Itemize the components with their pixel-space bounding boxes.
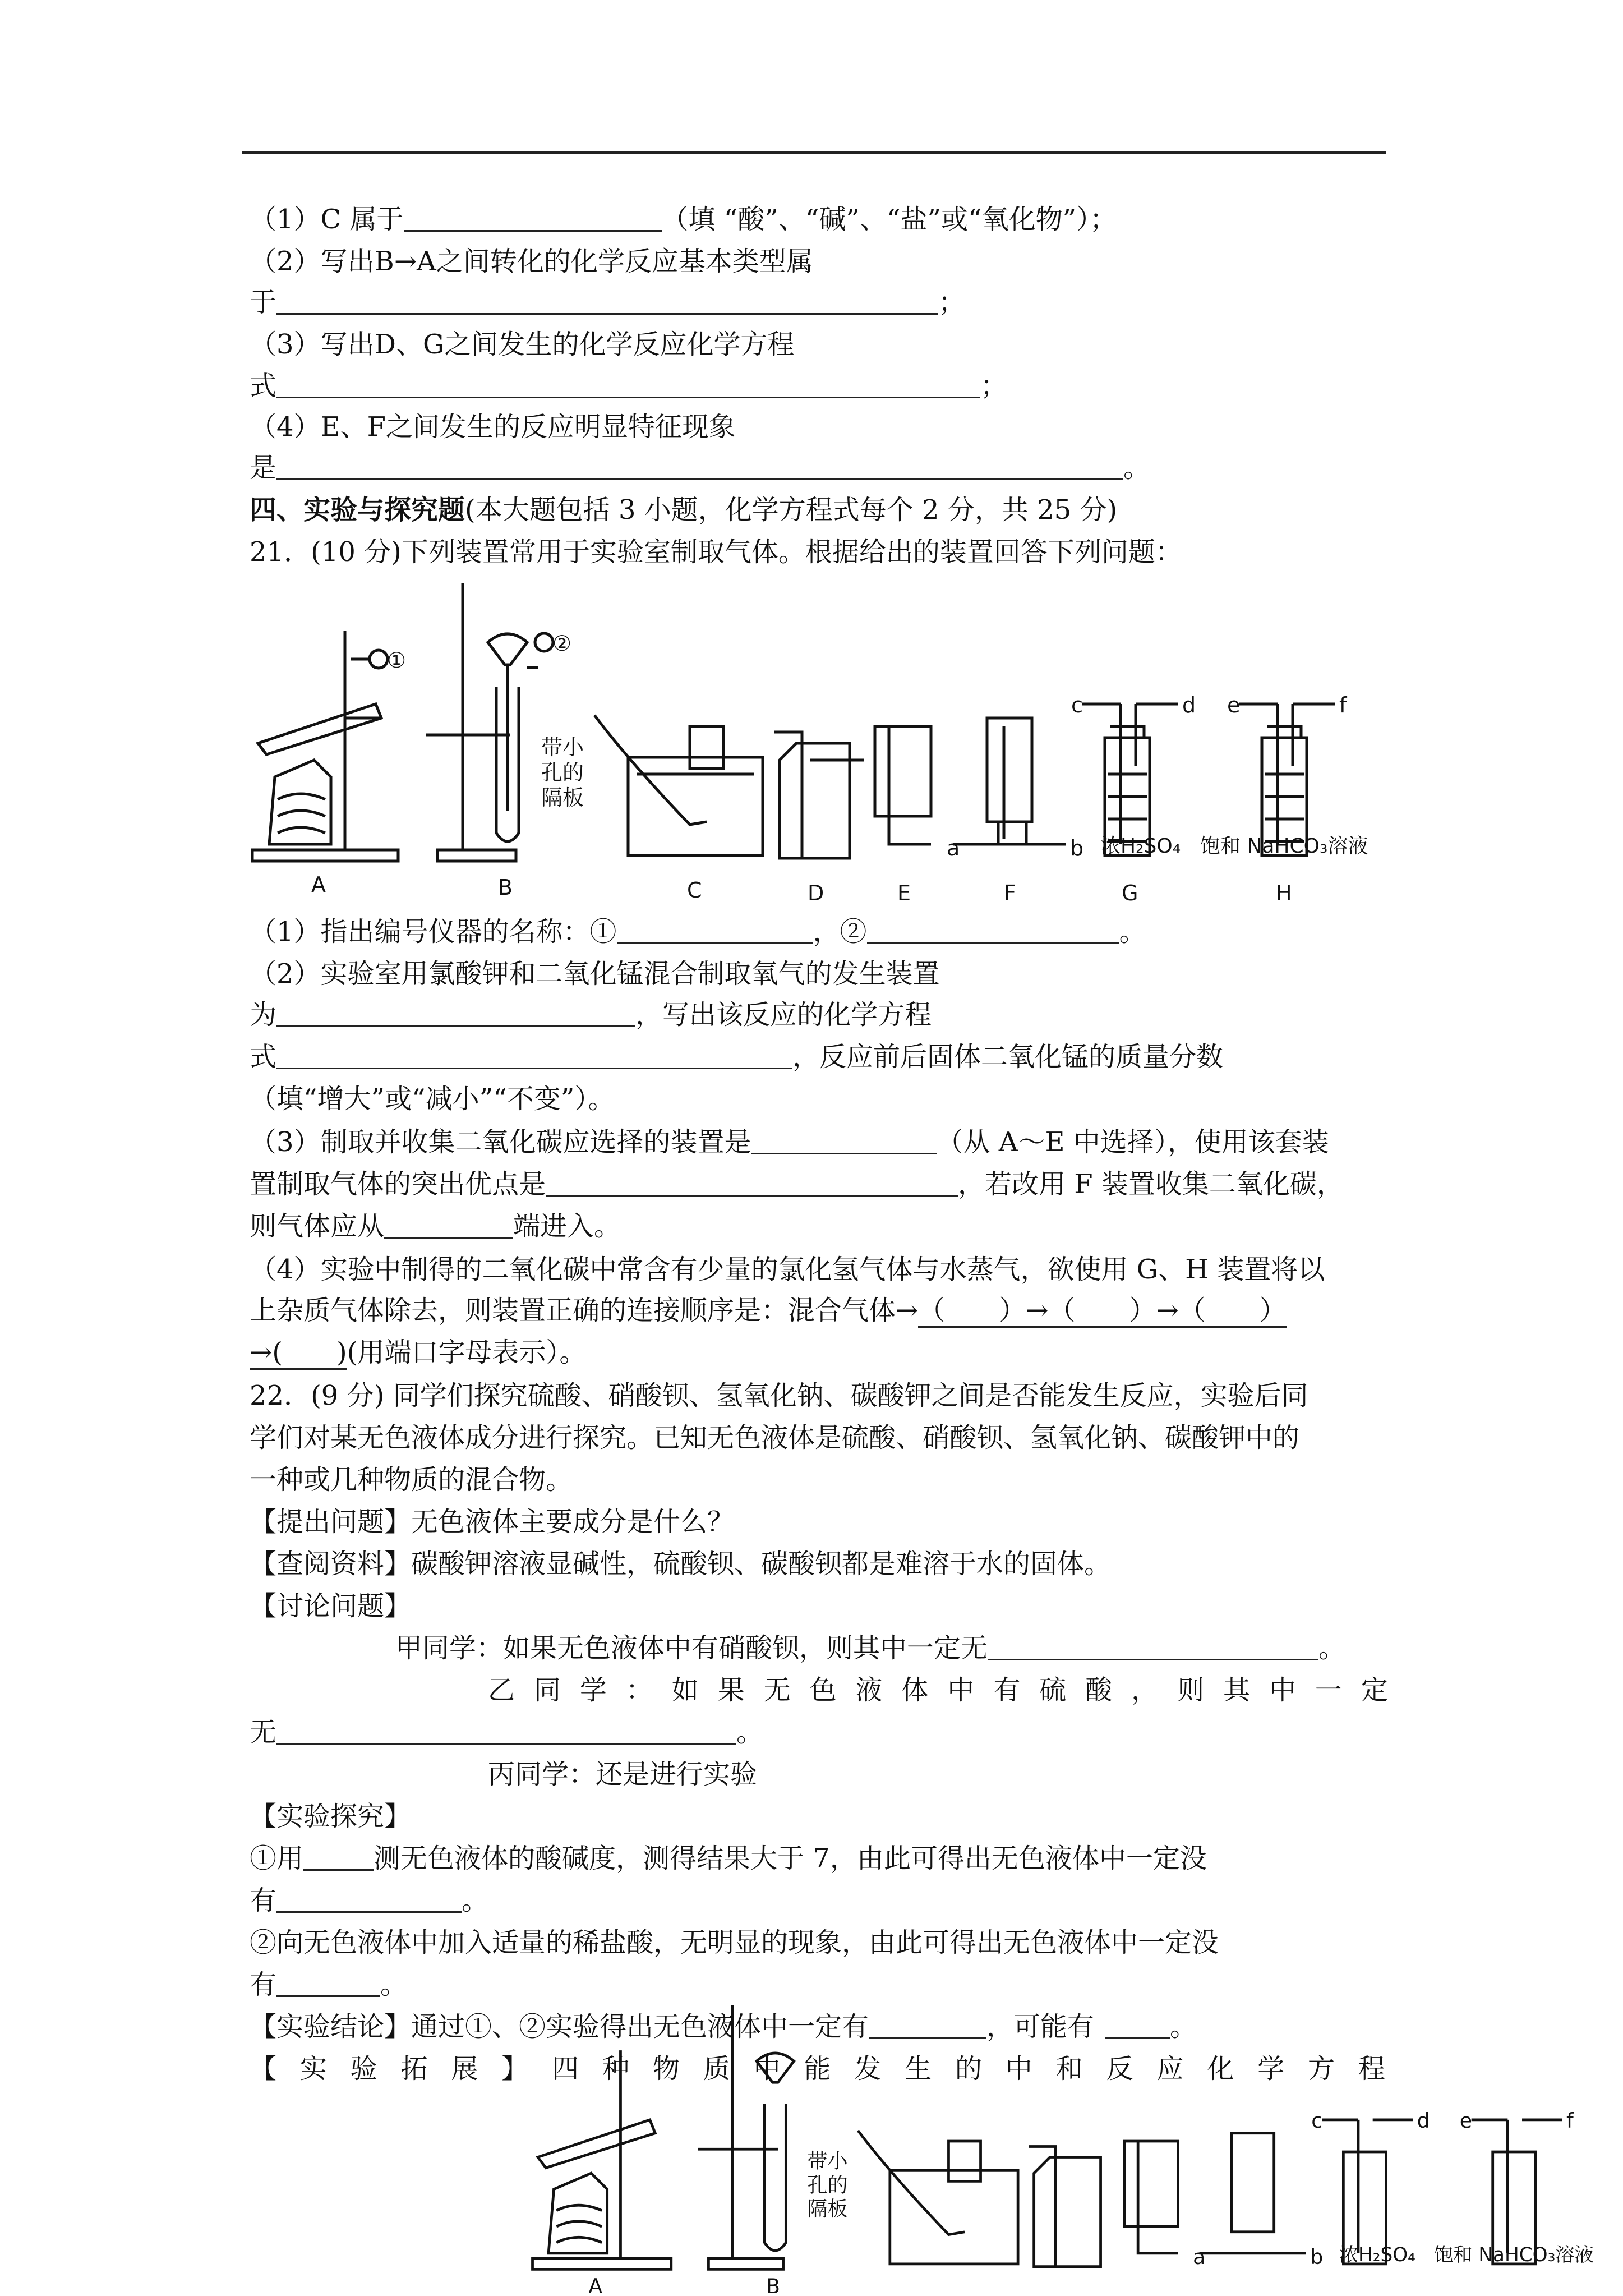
q21-part3-line3: 则气体应从 端进入。	[250, 1206, 1388, 1246]
answer-blank[interactable]	[276, 1714, 736, 1745]
q22-question: 【提出问题】无色液体主要成分是什么？	[250, 1506, 735, 1538]
q20-part1: （1）C 属于 （填 “酸”、“碱”、“盐”或“氧化物”）；	[250, 199, 1388, 240]
answer-blank[interactable]	[276, 284, 938, 315]
q20-part2: （2）写出B→A之间转化的化学反应基本类型属	[250, 246, 813, 277]
q22-intro-2: 学们对某无色液体成分进行探究。已知无色液体是硫酸、硝酸钡、氢氧化钠、碳酸钾中的	[250, 1422, 1300, 1453]
q21-part4-line2: 上杂质气体除去，则装置正确的连接顺序是：混合气体→（ ）→（ ）→（ ）	[250, 1290, 1388, 1331]
answer-blank[interactable]	[276, 1038, 792, 1069]
label-b: B	[498, 875, 513, 900]
label-d: D	[808, 881, 824, 905]
q21-part2-line3: 式 ，反应前后固体二氧化锰的质量分数	[250, 1037, 1388, 1077]
partition-label-1: 带小	[541, 735, 584, 760]
dup-port-e: e	[1459, 2109, 1472, 2133]
port-b: b	[1070, 836, 1084, 861]
port-c: c	[1071, 693, 1083, 717]
port-a: a	[947, 836, 960, 861]
answer-blank[interactable]	[276, 996, 635, 1027]
q22-jia: 甲同学：如果无色液体中有硝酸钡，则其中一定无 。	[395, 1628, 1388, 1668]
q21-part3: （3）制取并收集二氧化碳应选择的装置是 （从 A～E 中选择），使用该套装	[250, 1122, 1388, 1162]
dup-port-a: a	[1193, 2244, 1206, 2269]
q20-part3: （3）写出D、G之间发生的化学反应化学方程	[250, 329, 795, 360]
answer-blank[interactable]	[303, 1840, 374, 1871]
connection-chain-blanks[interactable]: （ ）→（ ）→（ ）	[918, 1295, 1286, 1328]
q22-explore-2-line2: 有 。	[250, 1964, 1388, 2005]
dup-partition-label-2: 孔的	[807, 2173, 848, 2197]
label-g: G	[1122, 881, 1138, 905]
label-e: E	[897, 881, 911, 905]
answer-blank[interactable]	[276, 1966, 380, 1997]
answer-blank[interactable]	[617, 913, 813, 944]
dup-partition-label-1: 带小	[807, 2148, 848, 2173]
q22-explore-2: ②向无色液体中加入适量的稀盐酸，无明显的现象，由此可得出无色液体中一定没	[250, 1927, 1219, 1958]
dup-port-b: b	[1310, 2244, 1324, 2269]
label-h: H	[1276, 881, 1292, 905]
dup-partition-label-3: 隔板	[807, 2197, 848, 2221]
answer-blank[interactable]	[751, 1124, 937, 1154]
q21-part4: （4）实验中制得的二氧化碳中常含有少量的氯化氢气体与水蒸气，欲使用 G、H 装置将以	[250, 1254, 1325, 1285]
answer-blank[interactable]	[384, 1208, 513, 1239]
dup-port-c: c	[1311, 2109, 1323, 2133]
q22-intro-3: 一种或几种物质的混合物。	[250, 1464, 573, 1496]
label-a: A	[311, 872, 326, 897]
g-reagent-label: 浓H₂SO₄	[1100, 835, 1181, 858]
dup-port-d: d	[1417, 2109, 1430, 2133]
q22-yi: 乙 同 学 ： 如 果 无 色 液 体 中 有 硫 酸 ， 则 其 中 一 定	[488, 1674, 1388, 1706]
q21-part4-line3: →( )(用端口字母表示）。	[250, 1332, 1388, 1373]
q22-bing: 丙同学：还是进行实验	[488, 1759, 758, 1790]
section-heading: 四、实验与探究题(本大题包括 3 小题，化学方程式每个 2 分，共 25 分)	[250, 494, 1118, 526]
marker-2: ②	[552, 631, 572, 656]
q21-part1: （1）指出编号仪器的名称：① ，② 。	[250, 912, 1388, 952]
q22-conclusion: 【实验结论】通过①、②实验得出无色液体中一定有 ，可能有 。	[250, 2007, 1388, 2047]
q22-discuss-heading: 【讨论问题】	[250, 1590, 412, 1622]
marker-1: ①	[387, 648, 407, 673]
answer-blank[interactable]	[276, 367, 980, 398]
q22-yi-line2: 无 。	[250, 1712, 1388, 1752]
q21-part3-line2: 置制取气体的突出优点是 ，若改用 F 装置收集二氧化碳，	[250, 1164, 1388, 1204]
q21-intro: 21．(10 分)下列装置常用于实验室制取气体。根据给出的装置回答下列问题：	[250, 536, 1182, 568]
dup-port-f: f	[1566, 2109, 1574, 2133]
q21-part2: （2）实验室用氯酸钾和二氧化锰混合制取氧气的发生装置	[250, 958, 940, 990]
q20-part4-line2: 是 。	[250, 448, 1388, 488]
partition-label-2: 孔的	[541, 760, 584, 785]
dup-label-b: B	[766, 2274, 780, 2296]
answer-blank[interactable]	[988, 1630, 1318, 1660]
duplicate-apparatus-figure	[527, 1997, 1621, 2296]
connection-chain-last[interactable]: →( )	[250, 1337, 347, 1370]
port-e: e	[1227, 693, 1241, 717]
label-c: C	[687, 878, 702, 903]
dup-h-reagent-label: 饱和 NaHCO₃溶液	[1434, 2244, 1594, 2267]
port-f: f	[1339, 693, 1347, 717]
q20-part3-line2: 式 ；	[250, 366, 1388, 406]
q22-reference: 【查阅资料】碳酸钾溶液显碱性，硫酸钡、碳酸钡都是难溶于水的固体。	[250, 1548, 1112, 1580]
q21-part2-line2: 为 ，写出该反应的化学方程	[250, 995, 1388, 1035]
answer-blank[interactable]	[276, 1882, 462, 1913]
q22-explore-1: ①用 测无色液体的酸碱度，测得结果大于 7，由此可得出无色液体中一定没	[250, 1838, 1388, 1879]
header-rule	[242, 151, 1386, 154]
answer-blank[interactable]	[404, 201, 662, 232]
label-f: F	[1004, 881, 1016, 905]
answer-blank[interactable]	[867, 913, 1119, 944]
dup-label-a: A	[588, 2274, 603, 2296]
q20-part2-line2: 于 ；	[250, 282, 1388, 323]
h-reagent-label: 饱和 NaHCO₃溶液	[1200, 835, 1368, 858]
q21-part2-line4: （填“增大”或“减小”“不变”）。	[250, 1083, 615, 1115]
q21-apparatus-figure	[247, 575, 1396, 912]
answer-blank[interactable]	[276, 449, 1123, 480]
partition-label-3: 隔板	[541, 785, 584, 810]
q22-explore-heading: 【实验探究】	[250, 1801, 412, 1832]
q20-part4: （4）E、F之间发生的反应明显特征现象	[250, 411, 736, 443]
dup-g-reagent-label: 浓H₂SO₄	[1339, 2244, 1415, 2267]
q22-extend: 【 实 验 拓 展 】 四 种 物 质 中 能 发 生 的 中 和 反 应 化 学 方 程	[250, 2053, 1385, 2085]
answer-blank[interactable]	[546, 1166, 958, 1197]
q22-explore-1-line2: 有 。	[250, 1880, 1388, 1921]
q22-intro-1: 22．(9 分) 同学们探究硫酸、硝酸钡、氢氧化钠、碳酸钾之间是否能发生反应，实验后同	[250, 1380, 1308, 1411]
port-d: d	[1182, 693, 1196, 717]
